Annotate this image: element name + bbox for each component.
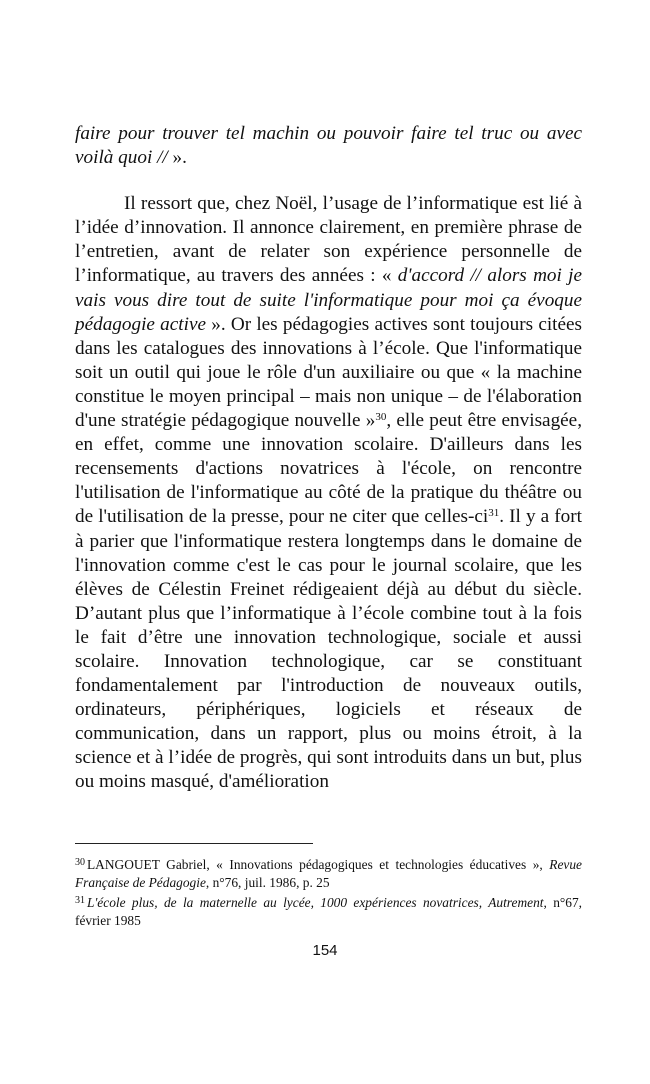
main-paragraph [75,192,582,794]
footnote-text: , n°76, juil. 1986, p. 25 [205,875,330,890]
paragraph-text-b: ». Or les pédagogies actives sont toujours citées dans les catalogues des innovations à l’école. Que l'informatique soit un outil qui joue le rôle d'un auxiliaire ou que « la machine constitue le moyen principal – mais non unique – de l'élaboration d'une stratégie pédagogique nouvelle » [75,313,582,432]
page-body [75,122,582,795]
footnote-number: 30 [75,857,85,868]
page-number: 154 [312,942,338,959]
paragraph-text-c: , elle peut être envisagée, en effet, comme une innovation scolaire. D'ailleurs dans les recensements d'actions novatrices à l'école, on rencontre l'utilisation de l'informatique au côté de la pratique du théâtre ou de l'utilisation de la presse, pour ne citer que celles-ci [75,410,582,528]
quote-continuation-text: faire pour trouver tel machin ou pouvoir faire tel truc ou avec voilà quoi // [75,123,582,169]
footnote-ref-31[interactable]: 31 [488,507,500,520]
footnote-separator [75,843,313,844]
quote-close: ». [172,147,187,169]
footnote-text: LANGOUET Gabriel, « Innovations pédagogiques et technologies éducatives », [87,857,550,872]
footnote-ref-30[interactable]: 30 [375,411,387,424]
footnote-31 [75,894,582,930]
footnote-title: Revue Française de Pédagogie [75,857,582,890]
footnotes [75,856,582,932]
interview-quote: d'accord // alors moi je vais vous dire tout de suite l'informatique pour moi ça évoque pédagogie active [75,265,583,335]
footnote-title: L'école plus, de la maternelle au lycée, 1000 expériences novatrices, Autrement [87,895,544,910]
paragraph-text-a: Il ressort que, chez Noël, l’usage de l’informatique est lié à l’idée d’innovation. Il annonce clairement, en première phrase de l’entretien, avant de relater son expérience personnelle de l’informatique, au travers des années : « [75,193,582,287]
paragraph-text-d: . Il y a fort à parier que l'informatique restera longtemps dans le domaine de l'innovation comme c'est le cas pour le journal scolaire, que les élèves de Célestin Freinet rédigeaient déjà au début du siècle. D’autant plus que l’informatique à l’école combine tout à la fois le fait d’être une innovation technologique, sociale et aussi scolaire. Innovation technologique, car se constituant fondamentalement par l'introduction de nouveaux outils, ordinateurs, périphériques, logiciels et réseaux de communication, dans un rapport, plus ou moins étroit, à la science et à l’idée de progrès, qui sont introduits dans un but, plus ou moins masqué, d'amélioration [75,506,582,793]
footnote-30 [75,856,582,892]
quote-continuation-paragraph [75,122,582,170]
footnote-text: , n°67, février 1985 [75,895,582,928]
footnote-number: 31 [75,895,85,906]
